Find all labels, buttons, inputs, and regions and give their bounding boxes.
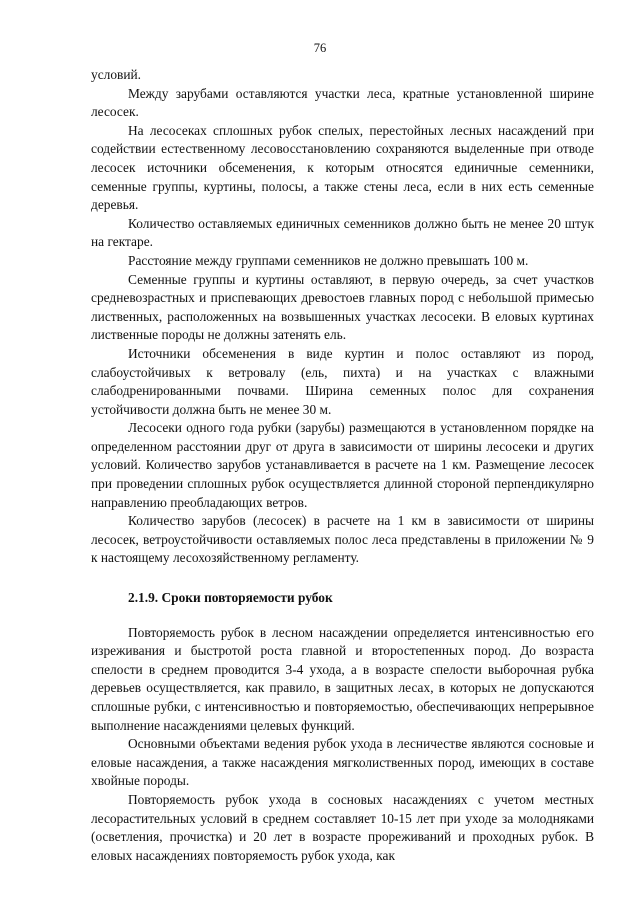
page-number: 76 — [313, 41, 327, 55]
paragraph: Основными объектами ведения рубок ухода в лесничестве являются сосновые и еловые насаждения, а также насаждения мягколиственных пород, имеющих в составе хвойные породы. — [91, 736, 594, 789]
paragraph: Количество зарубов (лесосек) в расчете на 1 км в зависимости от ширины лесосек, ветроустойчивости оставляемых полос леса представлены в приложении № 9 к настоящему лесохозяйственному регламенту. — [91, 513, 594, 566]
paragraph: Расстояние между группами семенников не должно превышать 100 м. — [128, 252, 529, 268]
paragraph: Повторяемость рубок ухода в сосновых насаждениях с учетом местных лесорастительных условий в среднем составляет 10-15 лет при уходе за молодняками (осветления, прочистка) и 20 лет в возрасте прореживаний и проходных рубок. В еловых насаждениях повторяемость рубок ухода, как — [91, 791, 594, 863]
paragraph: условий. — [91, 67, 142, 82]
paragraph: Лесосеки одного года рубки (зарубы) размещаются в установленном порядке на определенном расстоянии друг от друга в зависимости от ширины лесосеки и других условий. Количество зарубов устанавливается в расчете на 1 км. Размещение лесосек при проведении сплошных рубок осуществляется длинной стороной перпендикулярно направлению преобладающих ветров. — [91, 420, 594, 510]
document-body — [91, 66, 594, 865]
paragraph: Семенные группы и куртины оставляют, в первую очередь, за счет участков средневозрастных и приспевающих древостоев главных пород с небольшой примесью лиственных, расположенных на возвышенных участках лесосеки. В еловых куртинах лиственные породы не должны затенять ель. — [91, 271, 594, 343]
section-heading: 2.1.9. Сроки повторяемости рубок — [128, 590, 333, 606]
paragraph: Источники обсеменения в виде куртин и полос оставляют из пород, слабоустойчивых к ветровалу (ель, пихта) и на участках с влажными слабодренированными почвами. Ширина семенных полос для сохранения устойчивости должна быть не менее 30 м. — [91, 345, 594, 417]
paragraph: На лесосеках сплошных рубок спелых, перестойных лесных насаждений при содействии естественному лесовосстановлению сохраняются выделенные при отводе лесосек источники обсеменения, к которым относятся единичные семенники, семенные группы, куртины, полосы, а также стены леса, если в них есть семенные деревья. — [91, 122, 594, 213]
paragraph: Повторяемость рубок в лесном насаждении определяется интенсивностью его изреживания и быстротой роста главной и второстепенных пород. До возраста спелости в среднем проводится 3-4 ухода, а в возрасте спелости выборочная рубка деревьев осуществляется, как правило, в защитных лесах, в которых не допускаются сплошные рубки, с интенсивностью и повторяемостью, обеспечивающих непрерывное выполнение насаждениями целевых функций. — [91, 624, 594, 733]
paragraph: Между зарубами оставляются участки леса, кратные установленной ширине лесосек. — [91, 85, 594, 120]
paragraph: Количество оставляемых единичных семенников должно быть не менее 20 штук на гектаре. — [91, 215, 594, 250]
